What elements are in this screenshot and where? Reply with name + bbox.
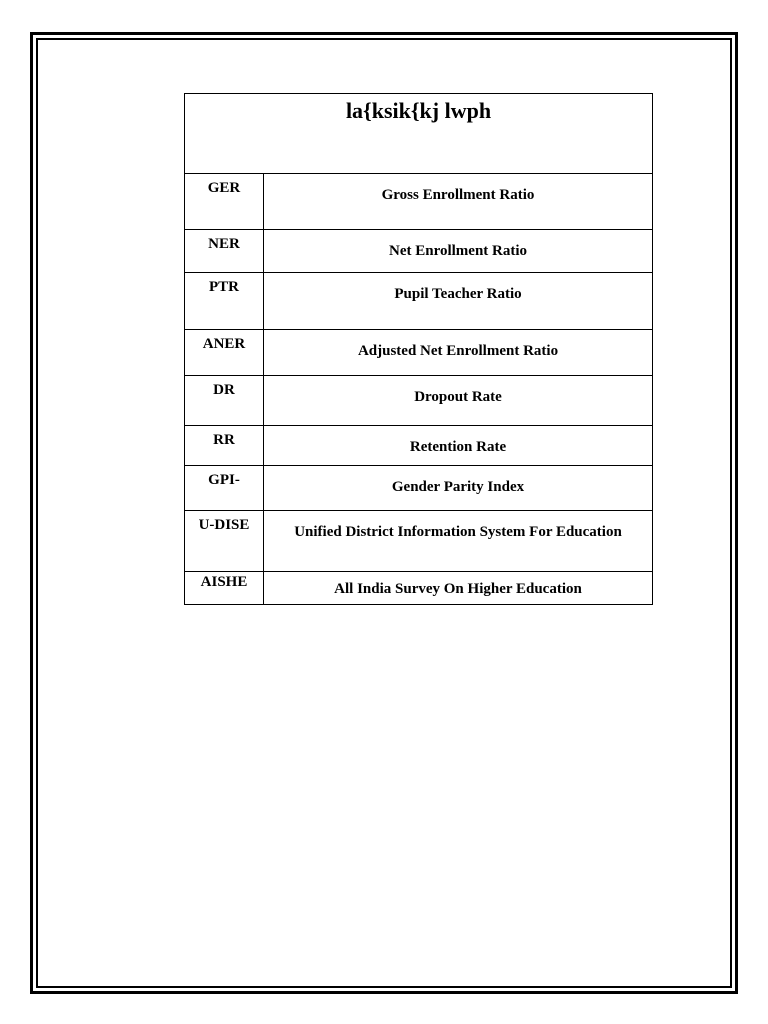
abbreviation-cell: GER [185,174,264,230]
table-row [185,572,653,605]
abbreviation-table [184,93,653,605]
abbreviation-cell: DR [185,376,264,426]
full-form-text: Net Enrollment Ratio [388,243,528,259]
title-row [185,94,653,174]
full-form-text: Gross Enrollment Ratio [381,187,535,203]
full-form-cell [264,511,653,572]
full-form-text: Pupil Teacher Ratio [394,286,522,302]
table-row [185,273,653,330]
full-form-text: Dropout Rate [414,389,502,405]
table-row [185,174,653,230]
table-row [185,230,653,273]
abbreviation-cell: U-DISE [185,511,264,572]
table-row [185,426,653,466]
full-form-cell [264,426,653,466]
full-form-text: All India Survey On Higher Education [334,581,582,597]
full-form-cell [264,230,653,273]
abbreviation-cell: NER [185,230,264,273]
table-title: la{ksik{kj lwph [185,94,653,174]
full-form-text: Gender Parity Index [391,479,525,495]
table-row [185,511,653,572]
full-form-text: Unified District Information System For Education [294,524,622,540]
abbreviation-cell: ANER [185,330,264,376]
full-form-cell [264,174,653,230]
abbreviation-cell: GPI- [185,466,264,511]
table-row [185,466,653,511]
full-form-cell [264,376,653,426]
full-form-cell [264,466,653,511]
full-form-cell [264,273,653,330]
abbreviation-cell: PTR [185,273,264,330]
abbreviation-cell: AISHE [185,572,264,605]
full-form-cell [264,572,653,605]
full-form-text: Retention Rate [409,439,507,455]
full-form-text: Adjusted Net Enrollment Ratio [357,343,559,359]
table-row [185,376,653,426]
table-row [185,330,653,376]
abbreviation-cell: RR [185,426,264,466]
full-form-cell [264,330,653,376]
